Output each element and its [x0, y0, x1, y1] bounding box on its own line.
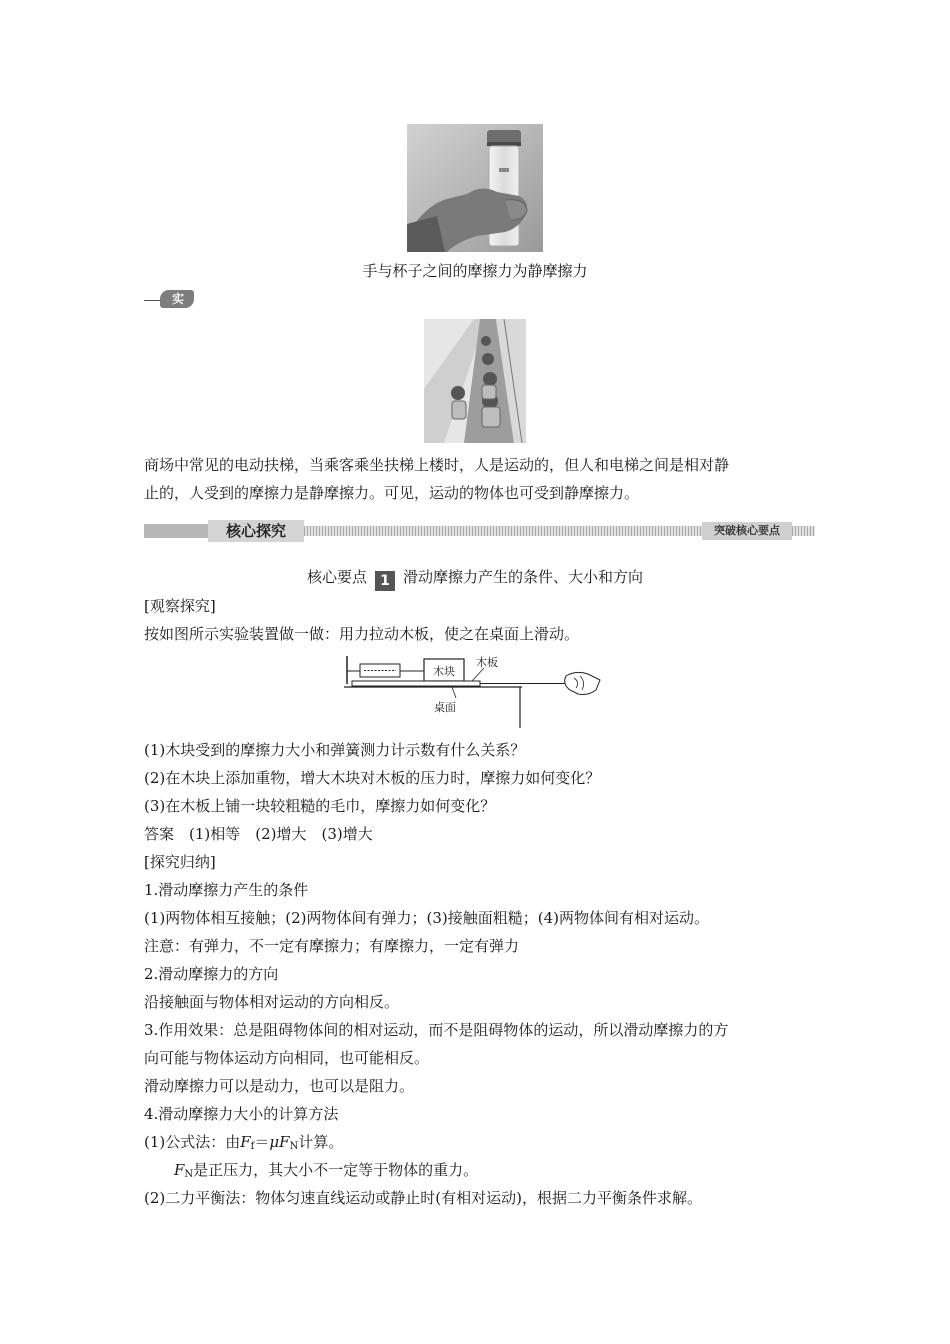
keypoint-heading: [0, 566, 950, 591]
question-2: (2)在木块上添加重物，增大木块对木板的压力时，摩擦力如何变化？: [144, 769, 601, 787]
example-paragraph-line-1: 商场中常见的电动扶梯，当乘客乘坐扶梯上楼时，人是运动的，但人和电梯之间是相对静: [144, 456, 730, 474]
board-label: 木板: [476, 656, 498, 669]
formula-F: F: [240, 1133, 251, 1151]
note-F: F: [174, 1161, 185, 1179]
experiment-diagram: [344, 654, 604, 730]
formula-pre: (1)公式法：由: [144, 1133, 241, 1151]
table-label: 桌面: [434, 701, 456, 714]
section-title: 核心探究: [208, 520, 304, 542]
figure-caption: 手与杯子之间的摩擦力为静摩擦力: [362, 262, 588, 280]
keypoint-title: 滑动摩擦力产生的条件、大小和方向: [403, 568, 644, 586]
answer: 答案 (1)相等 (2)增大 (3)增大: [144, 825, 373, 843]
banner-left-bar: [144, 524, 208, 538]
summary-item-5: 沿接触面与物体相对运动的方向相反。: [144, 993, 400, 1011]
section-subtitle: 突破核心要点: [702, 522, 792, 540]
banner-end-stripe: [792, 526, 815, 536]
formula-eq: ＝: [254, 1133, 270, 1151]
question-1: (1)木块受到的摩擦力大小和弹簧测力计示数有什么关系？: [144, 741, 526, 759]
note-N-sub: N: [184, 1169, 194, 1180]
summary-heading: [探究归纳]: [144, 853, 216, 871]
formula-mu: μ: [269, 1133, 280, 1151]
note-text: 是正压力，其大小不一定等于物体的重力。: [193, 1161, 479, 1179]
summary-item-3: 注意：有弹力，不一定有摩擦力；有摩擦力，一定有弹力: [144, 937, 520, 955]
summary-item-2: (1)两物体相互接触；(2)两物体间有弹力；(3)接触面粗糙；(4)两物体间有相对运动。: [144, 909, 709, 927]
formula-f-sub: f: [250, 1141, 255, 1152]
summary-item-7: 向可能与物体运动方向相同，也可能相反。: [144, 1049, 430, 1067]
normal-force-note: [174, 1159, 478, 1186]
example-tag-label: 实例: [160, 290, 194, 308]
section-banner: [144, 520, 815, 542]
hand-cup-photo: [407, 124, 543, 252]
formula-N-sub: N: [289, 1141, 299, 1152]
banner-stripe: [304, 526, 702, 536]
summary-item-4: 2.滑动摩擦力的方向: [144, 965, 279, 983]
formula-post: 计算。: [298, 1133, 344, 1151]
block-label: 木块: [433, 665, 455, 678]
summary-item-6: 3.作用效果：总是阻碍物体间的相对运动，而不是阻碍物体的运动，所以滑动摩擦力的方: [144, 1021, 729, 1039]
formula-line: [144, 1131, 343, 1158]
tag-line: [144, 300, 160, 301]
escalator-photo: [424, 319, 526, 443]
summary-item-8: 滑动摩擦力可以是动力，也可以是阻力。: [144, 1077, 415, 1095]
balance-method: (2)二力平衡法：物体匀速直线运动或静止时(有相对运动)，根据二力平衡条件求解。: [144, 1189, 702, 1207]
observe-intro: 按如图所示实验装置做一做：用力拉动木板，使之在桌面上滑动。: [144, 625, 580, 643]
question-3: (3)在木板上铺一块较粗糙的毛巾，摩擦力如何变化？: [144, 797, 496, 815]
observe-heading: [观察探究]: [144, 597, 216, 615]
formula-FN: F: [279, 1133, 290, 1151]
example-paragraph-line-2: 止的，人受到的摩擦力是静摩擦力。可见，运动的物体也可受到静摩擦力。: [144, 484, 640, 502]
keypoint-prefix: 核心要点: [306, 568, 367, 586]
keypoint-number: 1: [375, 571, 395, 591]
summary-item-1: 1.滑动摩擦力产生的条件: [144, 881, 309, 899]
summary-item-9: 4.滑动摩擦力大小的计算方法: [144, 1105, 339, 1123]
